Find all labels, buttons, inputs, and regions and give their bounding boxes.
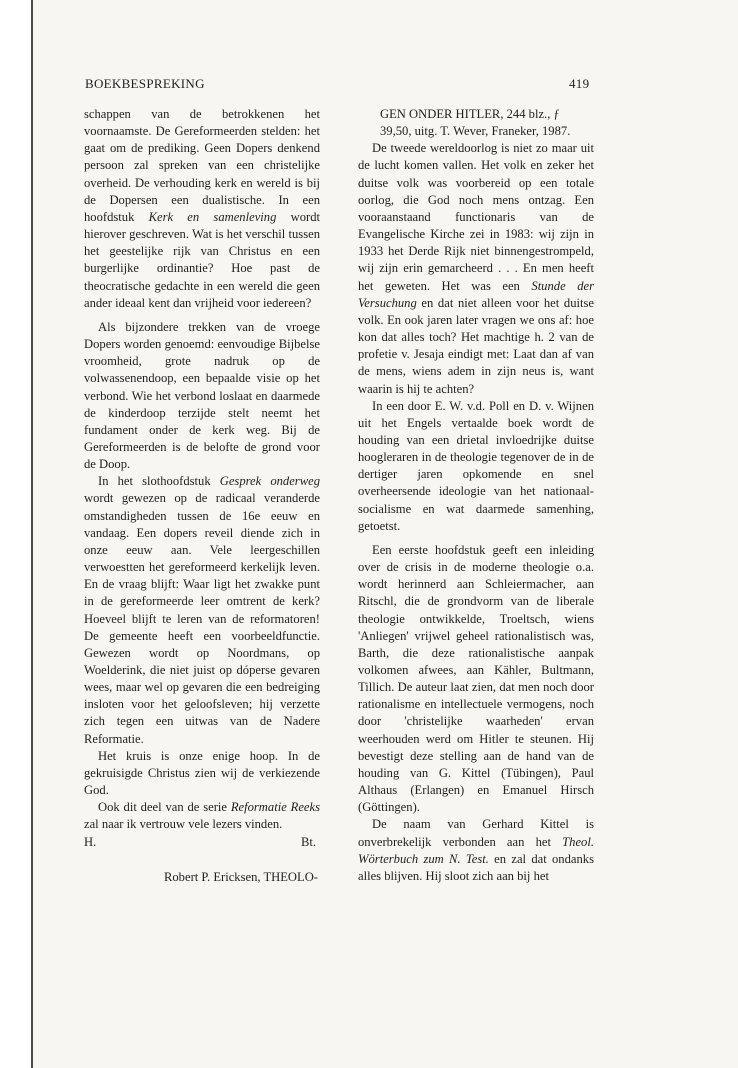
paragraph: Ook dit deel van de serie Reformatie Reeks zal naar ik vertrouw vele lezers vinden. xyxy=(84,800,320,832)
paragraph: De tweede wereldoorlog is niet zo maar uit de lucht komen vallen. Het volk en zeker het duitse volk was voorbereid op een totale oorlog, die God noch mens ontzag. Een vooraanstaand functionaris van de Evangelische Kirche zei in 1983: wij zijn in 1933 het Derde Rijk niet binnengestrompeld, wij zijn erin gemarcheerd . . . En men heeft het geweten. Het was een Stunde der Versuchung en dat niet alleen voor het duitse volk. En ook jaren later vragen we ons af: hoe kon dat alles toch? Het machtige h. 2 van de profetie v. Jesaja eindigt met: Laat dan af van de mens, wiens adem in zijn neus is, want waarin is hij te achten? xyxy=(358,141,594,396)
paragraph: Een eerste hoofdstuk geeft een inleiding over de crisis in de moderne theologie o.a. wordt herinnerd aan Schleiermacher, aan Ritschl, die de grondvorm van de liberale theologie ontwikkelde, Troeltsch, wiens 'Anliegen' vrijwel geheel rationalistisch was, Barth, die deze rationalistische aanpak volkomen afwees, aan Kähler, Bultmann, Tillich. De auteur laat zien, dat men noch door rationalisme en intellectuele vermogens, noch door 'christelijke waarheden' ervan weerhouden werd om Hitler te steunen. Hij bevestigt deze stelling aan de hand van de houding van G. Kittel (Tübingen), Paul Althaus (Erlangen) en Emanuel Hirsch (Göttingen). xyxy=(358,542,594,815)
scan-edge xyxy=(0,0,33,1068)
italic-title: Theol. Wörterbuch zum N. Test. xyxy=(358,834,594,866)
paragraph: Als bijzondere trekken van de vroege Dopers worden genoemd: eenvoudige Bijbelse vroomheid, grote nadruk op de volwassenendoop, een bepaalde visie op het verbond. Wie het verbond loslaat en daarmede de kinderdoop terzijde stelt neemt het fundament onder de kerk weg. Bij de Gereformeerden is de belofte de grond voor de Doop. xyxy=(84,319,320,472)
italic-title: Stunde der Versuchung xyxy=(358,278,594,310)
book-reference: GEN ONDER HITLER, 244 blz., ƒ 39,50, uitg. T. Wever, Franeker, 1987. xyxy=(380,107,571,139)
left-column xyxy=(84,106,320,886)
italic-title: Kerk en samenleving xyxy=(148,209,277,224)
paragraph: In het slothoofdstuk Gesprek onderweg wordt gewezen op de radicaal veranderde omstandigheden tussen de 16e eeuw en vandaag. Een dopers reveil diende zich in onze eeuw aan. Vele leergeschillen verwoestten het gereformeerd kerkelijk leven. En de vraag blijft: Waar ligt het zwakke punt in de gereformeerde leer omtrent de kerk? Hoeveel blijft te leren van de reformatoren! De gemeente heeft een voorbeeldfunctie. Gewezen wordt op Noordmans, op Woelderink, die niet juist op dóperse gevaren wees, maar wel op gevaren die een bedreiging insloten voor het geloofsleven; hij verzette zich tegen een uitwas van de Nadere Reformatie. xyxy=(84,474,320,746)
reviewer-signature xyxy=(84,834,320,851)
signature-initials-right: Bt. xyxy=(300,834,316,849)
paragraph: Het kruis is onze enige hoop. In de gekruisigde Christus zien wij de verkiezende God. xyxy=(84,748,320,798)
page-number: 419 xyxy=(569,76,590,91)
section-header: BOEKBESPREKING xyxy=(85,76,205,91)
paragraph: In een door E. W. v.d. Poll en D. v. Wijnen uit het Engels vertaalde boek wordt de houding van een drietal invloedrijke duitse hoogleraren in de theologie tegenover de in de dertiger jaren opkomende en snel overheersende ideologie van het nationaal-socialisme en wat daarmede samenhing, getoetst. xyxy=(358,398,594,533)
right-column xyxy=(358,106,594,885)
italic-title: Reformatie Reeks xyxy=(230,800,320,815)
next-review-heading: Robert P. Ericksen, THEOLO- xyxy=(163,869,318,884)
paragraph: schappen van de betrokkenen het voornaamste. De Gereformeerden stelden: het gaat om de prediking. Geen Dopers denkend persoon zal spreken van een christelijke overheid. De verhouding kerk en wereld is bij de Dopersen een dualistische. In een hoofdstuk Kerk en samenleving wordt hierover geschreven. Wat is het verschil tussen het geestelijke rijk van Christus en een burgerlijke ordinantie? Hoe past de theocratische gedachte in een wereld die geen ander ideaal kent dan vrijheid voor iedereen? xyxy=(84,107,320,310)
signature-initial: H. xyxy=(84,834,97,849)
italic-title: Gesprek onderweg xyxy=(219,474,320,489)
paragraph: De naam van Gerhard Kittel is onverbrekelijk verbonden aan het Theol. Wörterbuch zum N. Test. en zal dat ondanks alles blijven. Hij sloot zich aan bij het xyxy=(358,817,594,883)
